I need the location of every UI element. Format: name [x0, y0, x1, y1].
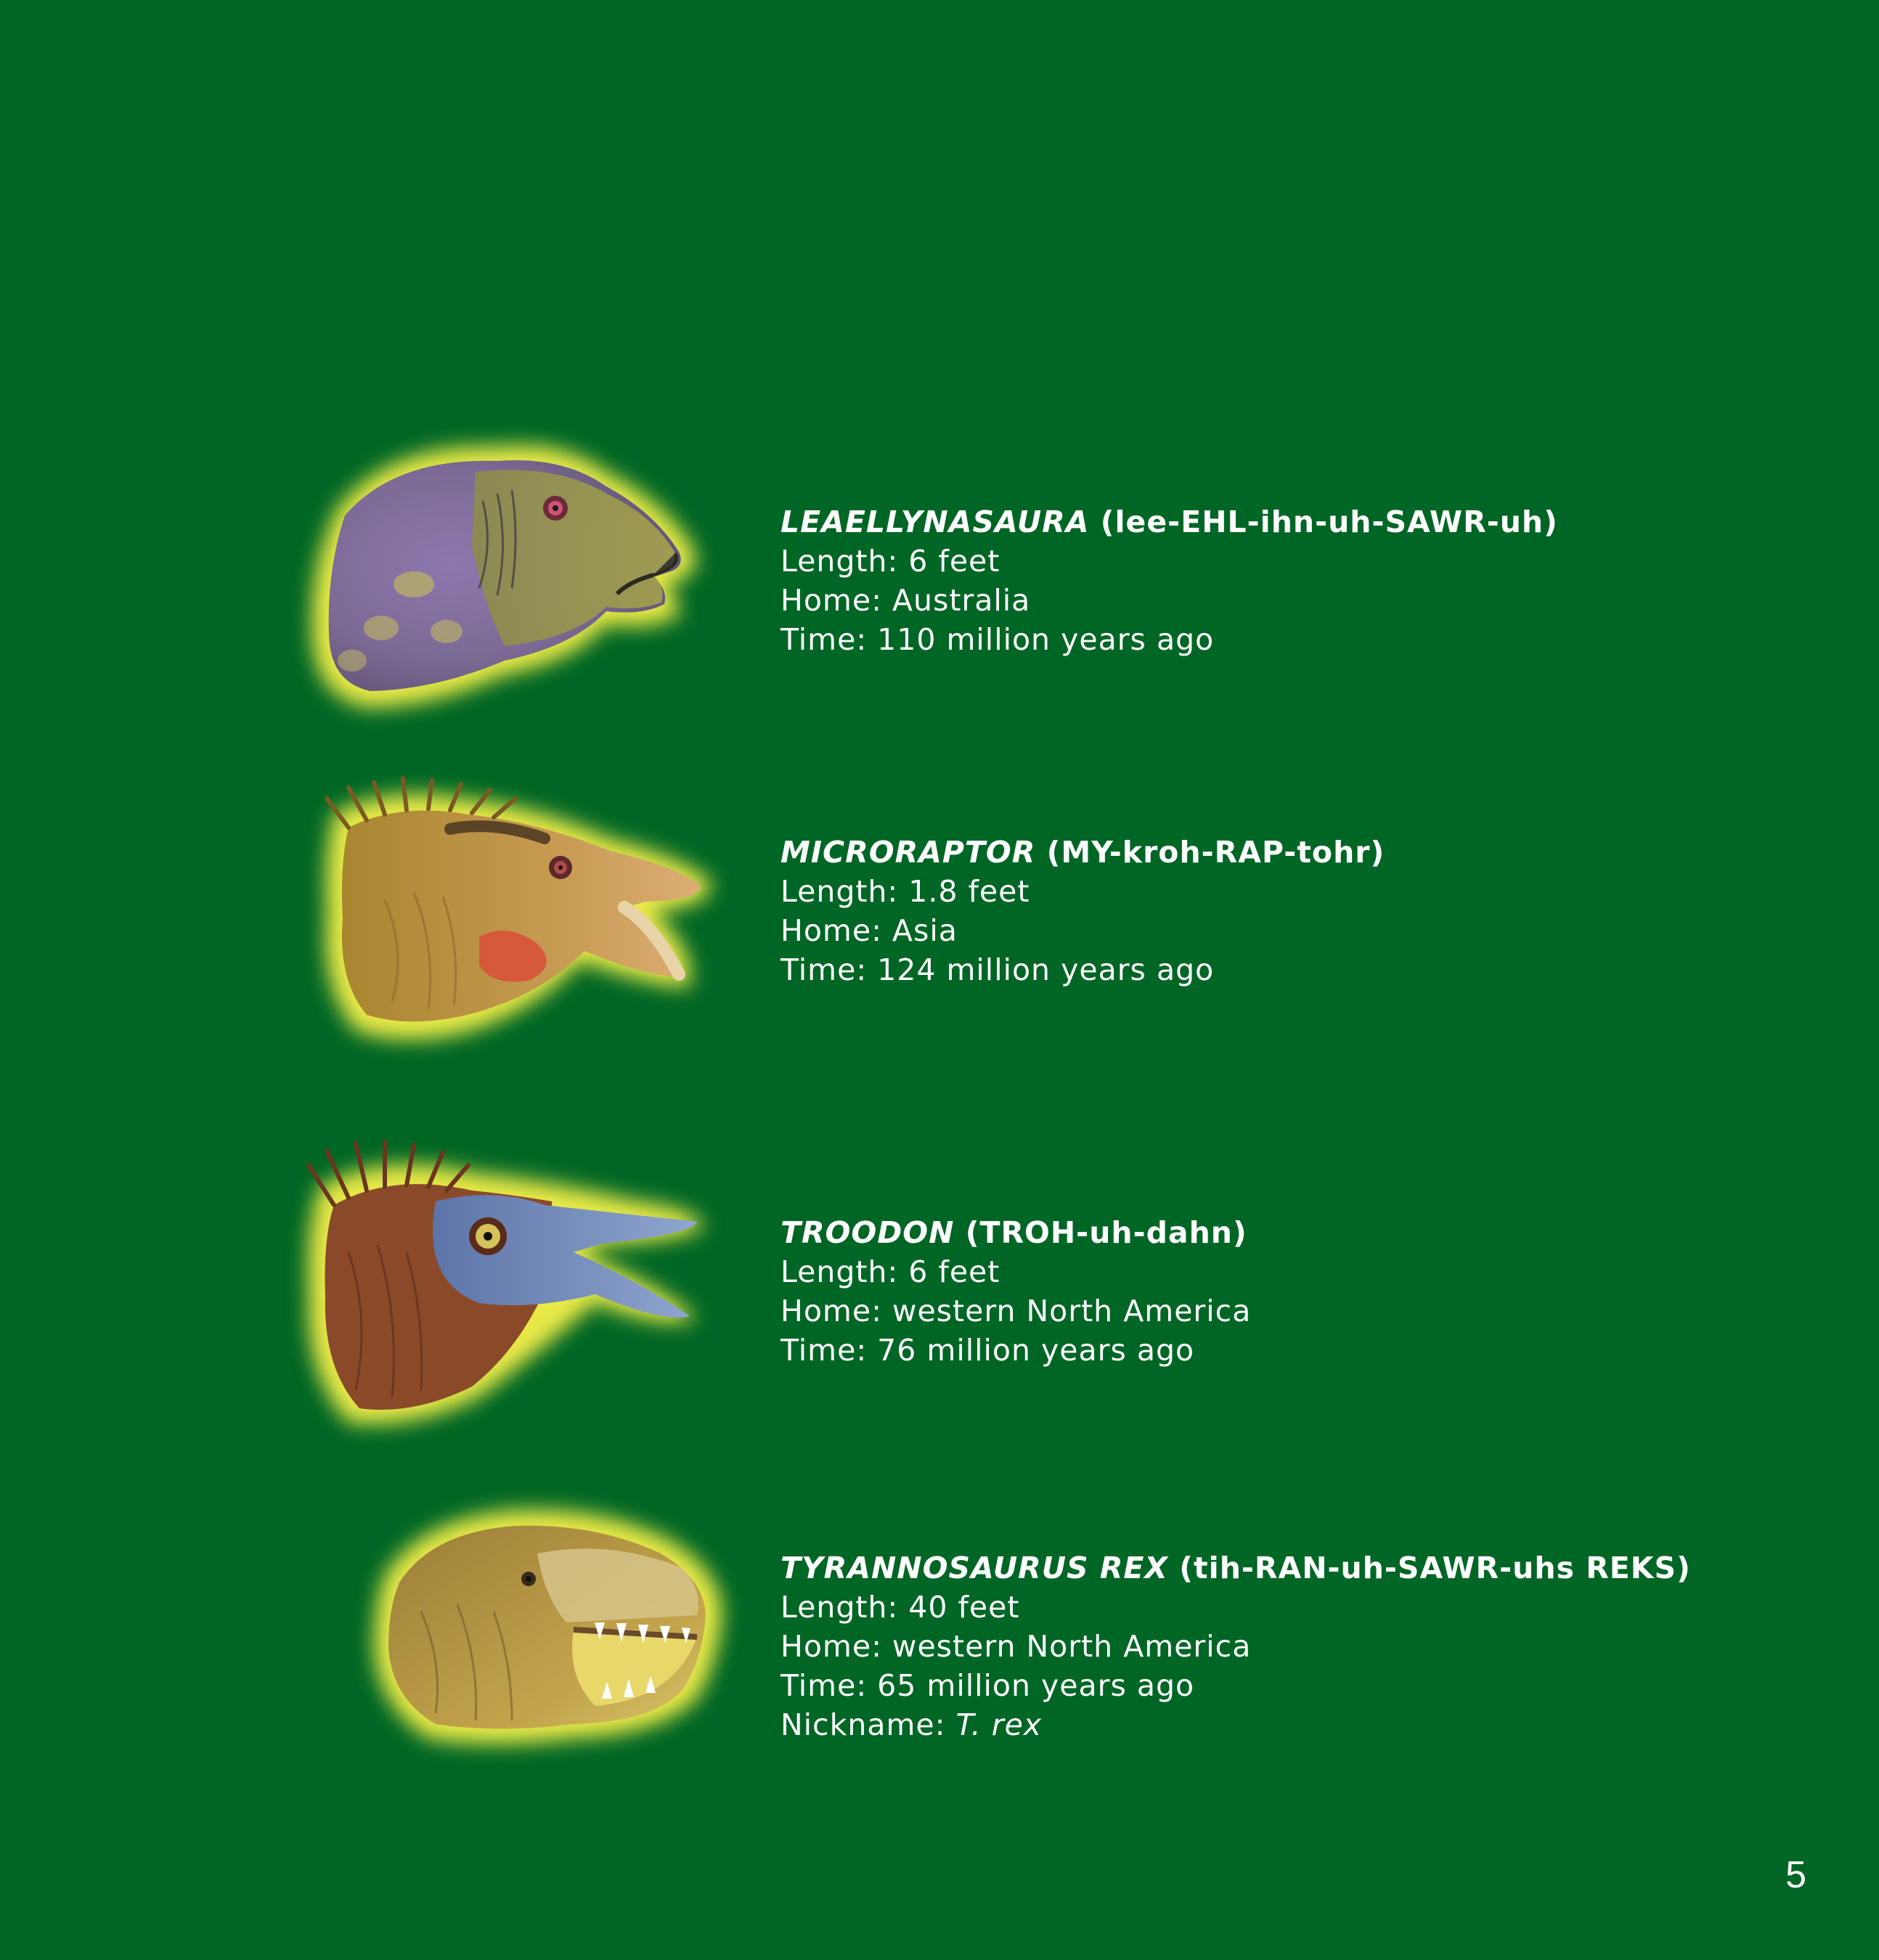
scientific-name: TYRANNOSAURUS REX	[780, 1551, 1169, 1585]
leaellynasaura-head-illustration	[287, 421, 737, 733]
microraptor-fact-block	[780, 833, 1385, 989]
pronunciation: (lee-EHL-ihn-uh-SAWR-uh)	[1100, 505, 1558, 539]
home-line: Home: western North America	[780, 1294, 1252, 1328]
troodon-fact-block	[780, 1213, 1251, 1370]
tyrannosaurus-head-illustration	[356, 1488, 733, 1771]
time-line: Time: 124 million years ago	[780, 952, 1215, 987]
home-line: Home: western North America	[780, 1629, 1252, 1664]
microraptor-head-illustration	[305, 769, 741, 1060]
home-line: Home: Australia	[780, 583, 1031, 618]
home-line: Home: Asia	[780, 913, 958, 948]
tyrannosaurus-fact-block	[780, 1548, 1691, 1744]
scientific-name: LEAELLYNASAURA	[780, 505, 1090, 539]
nickname-value: T. rex	[955, 1707, 1043, 1742]
time-line: Time: 65 million years ago	[780, 1668, 1195, 1703]
scientific-name: MICRORAPTOR	[780, 835, 1036, 870]
pronunciation: (MY-kroh-RAP-tohr)	[1046, 835, 1385, 870]
troodon-head-illustration	[290, 1136, 726, 1441]
time-line: Time: 76 million years ago	[780, 1333, 1195, 1368]
leaellynasaura-fact-block	[780, 502, 1558, 659]
nickname-line	[780, 1705, 1691, 1744]
dinosaur-name-line	[780, 1548, 1691, 1588]
length-line: Length: 6 feet	[780, 1254, 1000, 1289]
pronunciation: (TROH-uh-dahn)	[965, 1215, 1247, 1250]
dinosaur-name-line	[780, 502, 1558, 542]
nickname-label: Nickname:	[780, 1707, 946, 1742]
pronunciation: (tih-RAN-uh-SAWR-uhs REKS)	[1179, 1551, 1691, 1585]
dinosaur-name-line	[780, 1213, 1251, 1252]
length-line: Length: 6 feet	[780, 544, 1000, 579]
length-line: Length: 40 feet	[780, 1590, 1020, 1625]
length-line: Length: 1.8 feet	[780, 874, 1030, 909]
scientific-name: TROODON	[780, 1215, 955, 1250]
page-number: 5	[1785, 1854, 1806, 1896]
time-line: Time: 110 million years ago	[780, 622, 1215, 657]
dinosaur-name-line	[780, 833, 1385, 872]
